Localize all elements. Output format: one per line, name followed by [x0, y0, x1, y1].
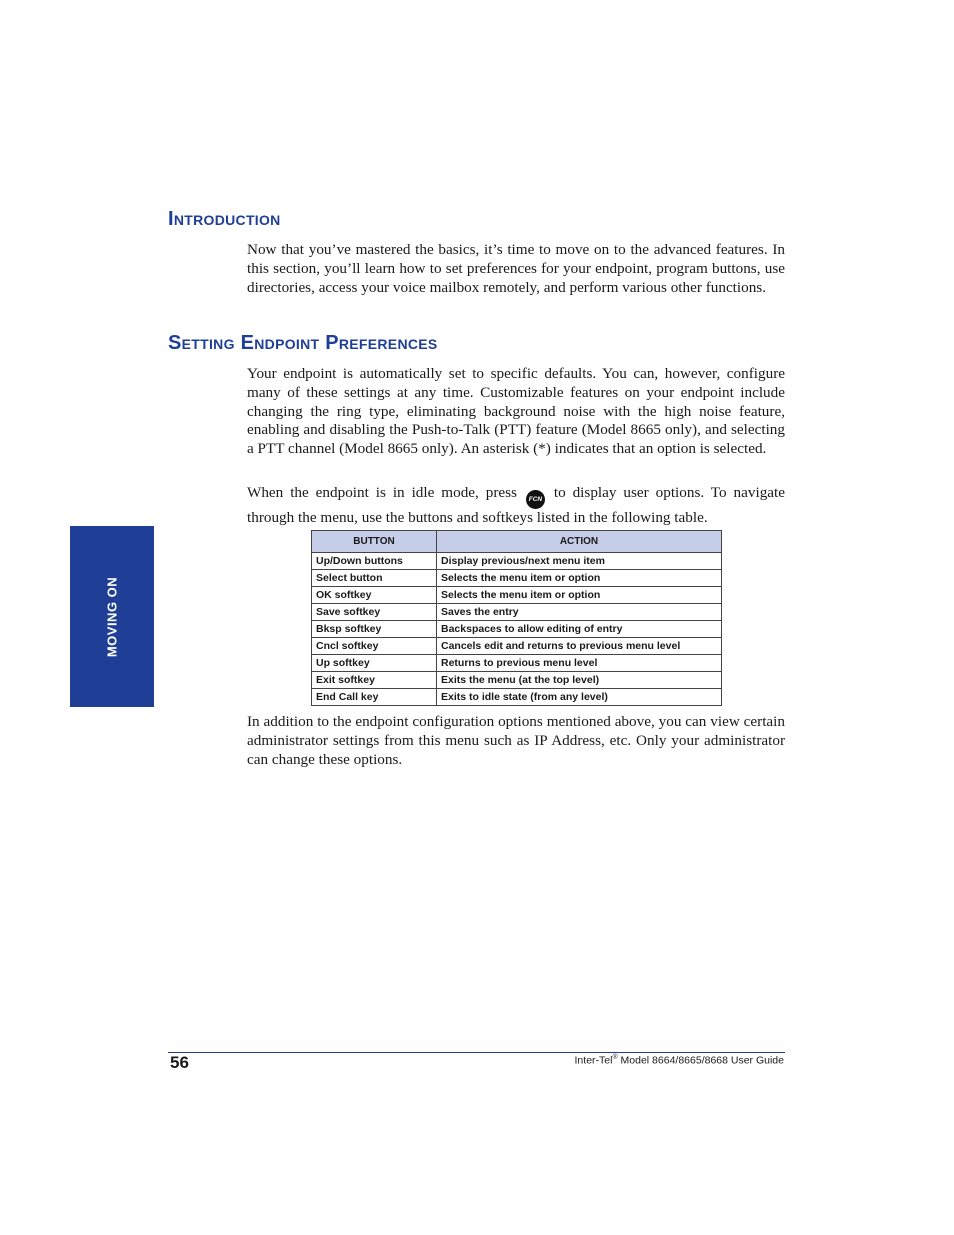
button-cell: Select button — [312, 570, 437, 587]
prefs-heading: Setting Endpoint Preferences — [168, 332, 438, 354]
button-cell: Exit softkey — [312, 672, 437, 689]
chapter-side-tab — [70, 526, 154, 707]
button-cell: Save softkey — [312, 604, 437, 621]
table-row — [312, 672, 722, 689]
admin-paragraph: In addition to the endpoint configuration options mentioned above, you can view certain administrator settings from this menu such as IP Address, etc. Only your administrator can change these options. — [247, 713, 785, 768]
button-cell: Bksp softkey — [312, 621, 437, 638]
prefs-paragraph-2-start: When the endpoint is in idle mode, press — [247, 484, 517, 501]
prefs-paragraph-2-end: to display user options. To navigate through the menu, use the buttons and softkeys listed in the following table. — [247, 484, 785, 526]
button-cell: End Call key — [312, 689, 437, 706]
action-cell: Saves the entry — [437, 604, 722, 621]
table-row — [312, 570, 722, 587]
action-cell: Returns to previous menu level — [437, 655, 722, 672]
chapter-tab-label: MOVING ON — [104, 576, 120, 657]
table-row — [312, 638, 722, 655]
table-row — [312, 621, 722, 638]
table-row — [312, 689, 722, 706]
table-row — [312, 553, 722, 570]
button-cell: OK softkey — [312, 587, 437, 604]
button-cell: Up/Down buttons — [312, 553, 437, 570]
button-cell: Cncl softkey — [312, 638, 437, 655]
intro-heading: Introduction — [168, 208, 281, 230]
column-header-button: BUTTON — [312, 531, 437, 553]
footer-guide-name: Model 8664/8665/8668 User Guide — [617, 1054, 784, 1067]
action-cell: Exits the menu (at the top level) — [437, 672, 722, 689]
footer-rule — [168, 1052, 785, 1053]
intro-paragraph: Now that you’ve mastered the basics, it’s time to move on to the advanced features. In this section, you’ll learn how to set preferences for your endpoint, program buttons, use directories, access your voice mailbox remotely, and perform various other functions. — [247, 241, 785, 296]
fcn-button-icon: FCN — [526, 490, 545, 509]
button-cell: Up softkey — [312, 655, 437, 672]
page-number: 56 — [170, 1053, 189, 1072]
column-header-action: ACTION — [437, 531, 722, 553]
table-row — [312, 655, 722, 672]
action-cell: Exits to idle state (from any level) — [437, 689, 722, 706]
button-action-table — [311, 530, 722, 706]
prefs-paragraph-2 — [247, 484, 785, 528]
footer-brand: Inter-Tel — [574, 1054, 613, 1067]
prefs-paragraph-1: Your endpoint is automatically set to specific defaults. You can, however, configure many of these settings at any time. Customizable features on your endpoint include changing the ring type, eliminating background noise with the high noise feature, enabling and disabling the Push-to-Talk (PTT) feature (Model 8665 only), and selecting a PTT channel (Model 8665 only). An asterisk (*) indicates that an option is selected. — [247, 365, 785, 458]
action-cell: Backspaces to allow editing of entry — [437, 621, 722, 638]
action-cell: Display previous/next menu item — [437, 553, 722, 570]
table-header-row — [312, 531, 722, 553]
action-cell: Selects the menu item or option — [437, 570, 722, 587]
table-row — [312, 587, 722, 604]
registered-mark: ® — [612, 1054, 618, 1061]
action-cell: Selects the menu item or option — [437, 587, 722, 604]
table-row — [312, 604, 722, 621]
action-cell: Cancels edit and returns to previous menu level — [437, 638, 722, 655]
footer-guide-title — [575, 1054, 784, 1067]
